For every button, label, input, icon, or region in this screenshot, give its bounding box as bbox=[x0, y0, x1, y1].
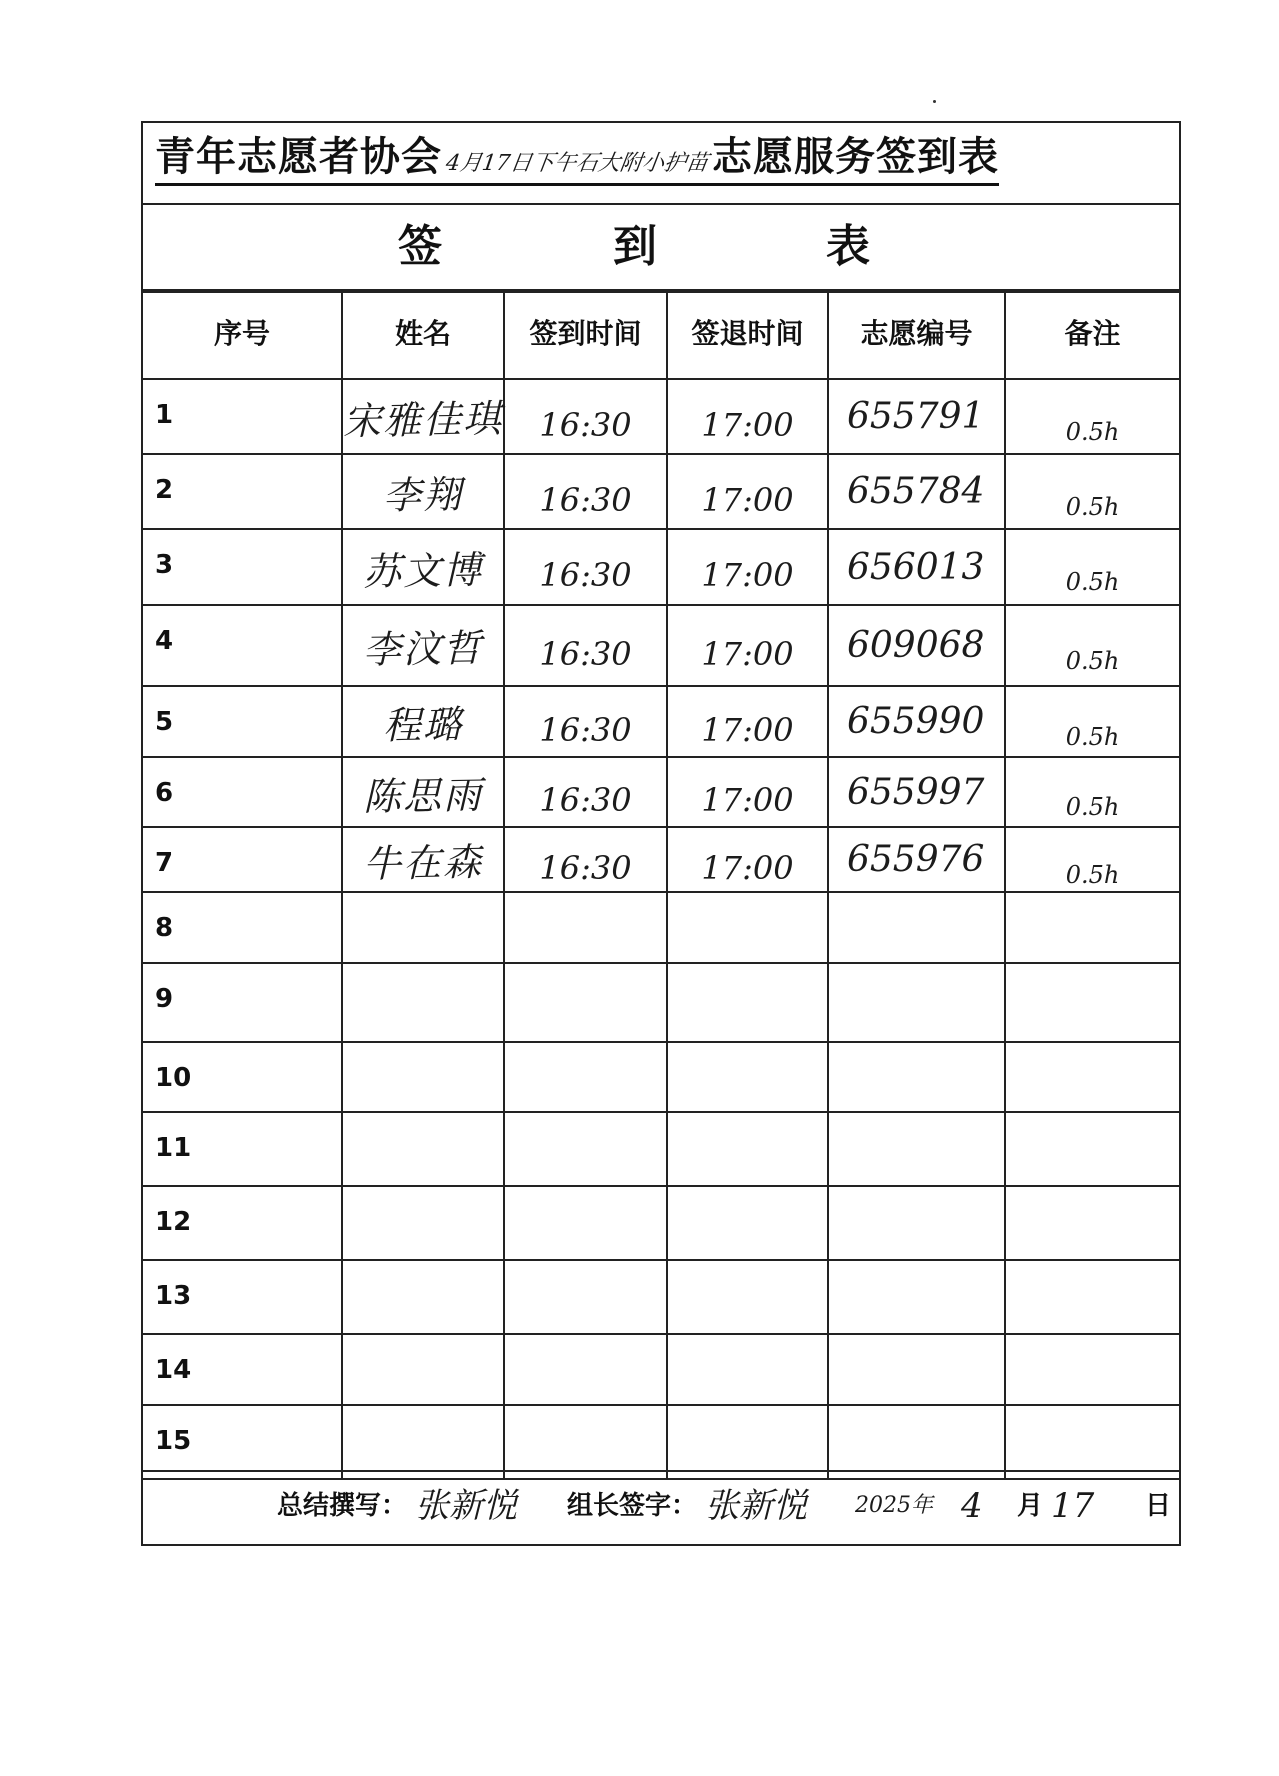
table-row bbox=[143, 1334, 1179, 1405]
row-number-cell: 15 bbox=[143, 1405, 342, 1479]
volunteer-name-cell bbox=[342, 1260, 504, 1334]
table-header-row bbox=[143, 292, 1179, 379]
volunteer-name-cell bbox=[342, 892, 504, 963]
volunteer-name: 苏文博 bbox=[362, 547, 484, 594]
table-row bbox=[143, 1042, 1179, 1112]
sign-out-time-cell bbox=[667, 454, 828, 529]
subtitle-row bbox=[143, 205, 1179, 291]
date-month: 4 bbox=[961, 1486, 983, 1526]
sign-in-time-cell bbox=[504, 1112, 667, 1186]
row-number-cell: 4 bbox=[143, 605, 342, 686]
sign-in-time: 16:30 bbox=[539, 405, 632, 444]
note-cell bbox=[1005, 963, 1179, 1042]
row-number-cell: 8 bbox=[143, 892, 342, 963]
table-row bbox=[143, 1260, 1179, 1334]
sign-in-time-cell bbox=[504, 1186, 667, 1260]
volunteer-name-cell bbox=[342, 1334, 504, 1405]
header-name: 姓名 bbox=[342, 292, 504, 379]
table-row bbox=[143, 827, 1179, 892]
volunteer-id: 655791 bbox=[847, 396, 985, 437]
title-prefix: 青年志愿者协会 bbox=[155, 134, 442, 180]
date-day-label: 日 bbox=[1145, 1491, 1172, 1521]
sign-out-time-cell bbox=[667, 1260, 828, 1334]
volunteer-id-cell bbox=[828, 605, 1005, 686]
table-row bbox=[143, 686, 1179, 757]
note-cell bbox=[1005, 1042, 1179, 1112]
row-number-cell: 2 bbox=[143, 454, 342, 529]
row-number-cell: 1 bbox=[143, 379, 342, 454]
volunteer-name-cell bbox=[342, 757, 504, 827]
volunteer-name-cell bbox=[342, 529, 504, 605]
sign-out-time-cell bbox=[667, 963, 828, 1042]
sign-in-time: 16:30 bbox=[539, 556, 632, 594]
table-row bbox=[143, 529, 1179, 605]
title-row bbox=[143, 123, 1179, 205]
volunteer-id-cell bbox=[828, 1405, 1005, 1479]
date-day: 17 bbox=[1051, 1486, 1095, 1526]
note-cell bbox=[1005, 605, 1179, 686]
volunteer-id-cell bbox=[828, 1112, 1005, 1186]
volunteer-name: 牛在森 bbox=[362, 839, 484, 887]
volunteer-name-cell bbox=[342, 1186, 504, 1260]
volunteer-name-cell bbox=[342, 454, 504, 529]
sign-out-time: 17:00 bbox=[701, 480, 794, 519]
header-serial-number: 序号 bbox=[143, 292, 342, 379]
sign-in-time: 16:30 bbox=[539, 710, 632, 749]
row-number-cell: 9 bbox=[143, 963, 342, 1042]
volunteer-name-cell bbox=[342, 379, 504, 454]
table-row bbox=[143, 1405, 1179, 1479]
sign-in-time-cell bbox=[504, 1260, 667, 1334]
sign-out-time-cell bbox=[667, 686, 828, 757]
sign-out-time: 17:00 bbox=[701, 634, 794, 673]
volunteer-id: 656013 bbox=[847, 546, 985, 588]
sign-in-time-cell bbox=[504, 1042, 667, 1112]
table-row bbox=[143, 757, 1179, 827]
volunteer-name: 宋雅佳琪 bbox=[342, 396, 504, 444]
volunteer-id-cell bbox=[828, 529, 1005, 605]
form-title bbox=[155, 133, 999, 186]
title-suffix: 志愿服务签到表 bbox=[712, 134, 999, 180]
sign-out-time: 17:00 bbox=[701, 405, 794, 444]
sign-in-time: 16:30 bbox=[539, 634, 632, 673]
volunteer-id-cell bbox=[828, 1260, 1005, 1334]
note-cell bbox=[1005, 1186, 1179, 1260]
leader-signature-label: 组长签字： bbox=[567, 1491, 698, 1521]
table-row bbox=[143, 892, 1179, 963]
volunteer-id-cell bbox=[828, 1334, 1005, 1405]
header-sign-in-time: 签到时间 bbox=[504, 292, 667, 379]
sign-out-time: 17:00 bbox=[701, 848, 794, 887]
table-row bbox=[143, 1186, 1179, 1260]
volunteer-id-cell bbox=[828, 379, 1005, 454]
row-number-cell: 11 bbox=[143, 1112, 342, 1186]
note-cell bbox=[1005, 892, 1179, 963]
sign-in-time-cell bbox=[504, 963, 667, 1042]
table-row bbox=[143, 963, 1179, 1042]
header-notes: 备注 bbox=[1005, 292, 1179, 379]
row-number-cell: 3 bbox=[143, 529, 342, 605]
row-number-cell: 14 bbox=[143, 1334, 342, 1405]
paper-speck bbox=[933, 100, 936, 103]
note: 0.5h bbox=[1065, 417, 1120, 446]
row-number-cell: 12 bbox=[143, 1186, 342, 1260]
note-cell bbox=[1005, 1112, 1179, 1186]
sign-out-time-cell bbox=[667, 605, 828, 686]
volunteer-id-cell bbox=[828, 757, 1005, 827]
sign-out-time: 17:00 bbox=[701, 556, 794, 594]
note: 0.5h bbox=[1065, 722, 1120, 751]
note-cell bbox=[1005, 1405, 1179, 1479]
volunteer-name: 程璐 bbox=[382, 702, 464, 748]
table-body bbox=[143, 379, 1179, 1479]
note: 0.5h bbox=[1065, 793, 1120, 821]
volunteer-id: 655990 bbox=[847, 701, 985, 742]
volunteer-name-cell bbox=[342, 686, 504, 757]
volunteer-id: 655784 bbox=[847, 471, 985, 512]
sign-in-time-cell bbox=[504, 827, 667, 892]
date-year: 2025年 bbox=[855, 1493, 933, 1518]
volunteer-name-cell bbox=[342, 605, 504, 686]
volunteer-id-cell bbox=[828, 1042, 1005, 1112]
note-cell bbox=[1005, 1334, 1179, 1405]
volunteer-name: 陈思雨 bbox=[362, 772, 484, 819]
sign-out-time-cell bbox=[667, 1186, 828, 1260]
row-number-cell: 10 bbox=[143, 1042, 342, 1112]
sign-in-time-cell bbox=[504, 379, 667, 454]
sign-out-time: 17:00 bbox=[701, 781, 794, 819]
sign-out-time-cell bbox=[667, 379, 828, 454]
sign-out-time-cell bbox=[667, 757, 828, 827]
sign-out-time-cell bbox=[667, 1405, 828, 1479]
volunteer-name-cell bbox=[342, 1405, 504, 1479]
note: 0.5h bbox=[1065, 568, 1120, 596]
subtitle-char: 表 bbox=[826, 221, 870, 272]
title-handwritten-event: 4月17日下午石大附小护苗 bbox=[444, 151, 710, 176]
row-number-cell: 13 bbox=[143, 1260, 342, 1334]
row-number-cell: 5 bbox=[143, 686, 342, 757]
sign-in-time-cell bbox=[504, 892, 667, 963]
table-row bbox=[143, 379, 1179, 454]
sign-in-time: 16:30 bbox=[539, 480, 632, 519]
sign-out-time-cell bbox=[667, 529, 828, 605]
sign-in-time-cell bbox=[504, 529, 667, 605]
note: 0.5h bbox=[1065, 492, 1120, 521]
summary-writer-label: 总结撰写： bbox=[277, 1491, 408, 1521]
sign-out-time-cell bbox=[667, 892, 828, 963]
sign-out-time-cell bbox=[667, 827, 828, 892]
volunteer-id: 655976 bbox=[847, 839, 985, 880]
header-volunteer-id: 志愿编号 bbox=[828, 292, 1005, 379]
row-number-cell: 6 bbox=[143, 757, 342, 827]
sign-out-time-cell bbox=[667, 1112, 828, 1186]
table-row bbox=[143, 1112, 1179, 1186]
subtitle-char: 到 bbox=[613, 221, 657, 272]
summary-writer-signature: 张新悦 bbox=[415, 1486, 517, 1526]
volunteer-name-cell bbox=[342, 1112, 504, 1186]
sign-in-time: 16:30 bbox=[539, 781, 632, 819]
volunteer-name-cell bbox=[342, 963, 504, 1042]
note-cell bbox=[1005, 454, 1179, 529]
header-sign-out-time: 签退时间 bbox=[667, 292, 828, 379]
sign-in-time-cell bbox=[504, 1405, 667, 1479]
volunteer-id-cell bbox=[828, 1186, 1005, 1260]
sign-out-time-cell bbox=[667, 1042, 828, 1112]
volunteer-id-cell bbox=[828, 454, 1005, 529]
sign-in-time-cell bbox=[504, 1334, 667, 1405]
sign-in-sheet bbox=[141, 121, 1181, 1546]
leader-signature: 张新悦 bbox=[705, 1486, 807, 1526]
note-cell bbox=[1005, 1260, 1179, 1334]
volunteer-id-cell bbox=[828, 892, 1005, 963]
note-cell bbox=[1005, 529, 1179, 605]
sign-in-time-cell bbox=[504, 454, 667, 529]
sign-in-time-cell bbox=[504, 757, 667, 827]
subtitle-char: 签 bbox=[398, 221, 442, 272]
sign-in-time-cell bbox=[504, 686, 667, 757]
volunteer-id: 609068 bbox=[847, 625, 985, 666]
table-row bbox=[143, 454, 1179, 529]
note-cell bbox=[1005, 686, 1179, 757]
footer-row bbox=[143, 1470, 1179, 1544]
note: 0.5h bbox=[1065, 860, 1120, 889]
sign-out-time: 17:00 bbox=[701, 710, 794, 749]
volunteer-name: 李汶哲 bbox=[362, 625, 484, 673]
volunteer-id-cell bbox=[828, 686, 1005, 757]
date-month-label: 月 bbox=[1017, 1491, 1044, 1521]
table-row bbox=[143, 605, 1179, 686]
note: 0.5h bbox=[1065, 646, 1120, 675]
note-cell bbox=[1005, 379, 1179, 454]
sign-out-time-cell bbox=[667, 1334, 828, 1405]
volunteer-id-cell bbox=[828, 827, 1005, 892]
row-number-cell: 7 bbox=[143, 827, 342, 892]
volunteer-name-cell bbox=[342, 827, 504, 892]
note-cell bbox=[1005, 827, 1179, 892]
volunteer-name: 李翔 bbox=[382, 472, 464, 518]
sign-in-time: 16:30 bbox=[539, 848, 632, 887]
volunteer-id-cell bbox=[828, 963, 1005, 1042]
volunteer-name-cell bbox=[342, 1042, 504, 1112]
sign-in-table bbox=[143, 291, 1179, 1480]
sign-in-time-cell bbox=[504, 605, 667, 686]
volunteer-id: 655997 bbox=[847, 771, 985, 813]
note-cell bbox=[1005, 757, 1179, 827]
